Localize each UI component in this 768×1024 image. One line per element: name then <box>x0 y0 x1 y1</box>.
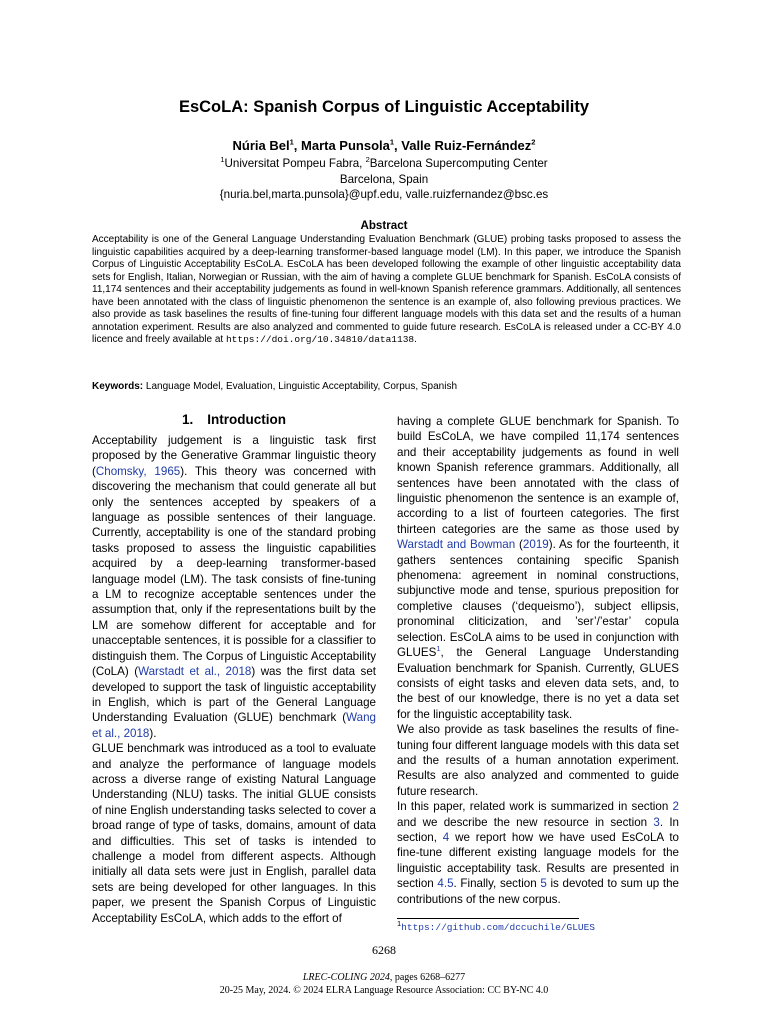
keywords-label: Keywords: <box>92 381 144 392</box>
footnote-number: 1 <box>397 918 402 928</box>
paragraph: We also provide as task baselines the results of fine-tuning four different language models with this data set and the results of a human annotation experiment. Results are also analyzed and commented to guide future research. <box>397 723 679 798</box>
affil-mark: 2 <box>365 155 370 165</box>
section-ref-link[interactable]: 5 <box>540 877 547 891</box>
keywords <box>92 381 681 392</box>
footnote <box>397 918 697 933</box>
footer-venue-line <box>0 971 768 984</box>
section-heading-introduction <box>92 412 376 427</box>
citation-link[interactable]: Wang et al., 2018 <box>92 711 376 740</box>
text: In this paper, related work is summarized in section <box>397 800 673 814</box>
text: ). <box>149 726 157 740</box>
paragraph <box>397 414 679 722</box>
author-emails: {nuria.bel,marta.punsola}@upf.edu, valle.ruizfernandez@bsc.es <box>219 188 549 201</box>
dataset-link[interactable]: https://doi.org/10.34810/data1138 <box>225 334 415 345</box>
text: Acceptability judgement is a linguistic task first proposed by the Generative Grammar linguistic theory ( <box>92 434 376 478</box>
author-name: , Valle Ruiz-Fernández <box>394 138 532 153</box>
page-range: , pages 6268–6277 <box>389 972 466 983</box>
text: is devoted to sum up the contributions of the new corpus. <box>397 877 679 906</box>
paragraph: GLUE benchmark was introduced as a tool to evaluate and analyze the performance of language models across a diverse range of existing Natural Language Understanding (NLU) tasks. The initial GLUE consists of nine English understanding tasks selected to cover a broad range of type of tasks, domains, amount of data and difficulties. This set of tasks is intended to challenge a model from different aspects. Although initially all data sets were just in English, parallel data sets are being developed for other languages. In this paper, we present the Spanish Corpus of Linguistic Acceptability EsCoLA, which adds to the effort of <box>92 742 376 925</box>
text: . In section, <box>397 815 679 844</box>
venue-name: LREC-COLING 2024 <box>302 972 390 983</box>
text: we report how we have used EsCoLA to fine-tune different existing language models for the linguistic acceptability task. Results are presented in section <box>397 830 679 891</box>
affiliation-line <box>0 156 768 172</box>
affil-mark: 1 <box>220 155 225 165</box>
footnote-mark-link[interactable]: 1 <box>436 644 441 654</box>
text: ) was the first data set developed to support the task of linguistic acceptability in English, which is part of the General Language Understanding Evaluation (GLUE) benchmark ( <box>92 665 376 725</box>
section-ref-link[interactable]: 4 <box>442 830 450 844</box>
citation-link[interactable]: Chomsky, 1965 <box>95 464 181 478</box>
affiliations <box>0 156 768 203</box>
text: and we describe the new resource in section <box>397 815 654 829</box>
footer-license-line: 20-25 May, 2024. © 2024 ELRA Language Resource Association: CC BY-NC 4.0 <box>219 985 549 996</box>
abstract-text <box>92 234 681 347</box>
section-ref-link[interactable]: 2 <box>672 800 679 814</box>
text: , the General Language Understanding Evaluation benchmark for Spanish. Currently, GLUES consists of eight tasks and eleven data sets, and, to the best of our knowledge, there is no yet a data set for the linguistic acceptability task. <box>397 646 679 721</box>
text: ). This theory was concerned with discovering the mechanism that could generate all but only the sentences accepted by speakers of a language as possible sentences of their language. Currently, acceptability is one of the standard probing tasks proposed to assess the linguistic capabilities acquired by a deep-learning transformer-based language model (LM). The task consists of fine-tuning a LM to recognize acceptable sentences under the assumption that, only if the representations built by the LM are somehow different for acceptable and for unacceptable sentences, it is possible for a classifier to distinguish them. The Corpus of Linguistic Acceptability (CoLA) ( <box>92 464 376 679</box>
text: ( <box>515 538 523 552</box>
section-title: Introduction <box>207 412 286 427</box>
affiliation-city: Barcelona, Spain <box>339 172 429 186</box>
citation-link[interactable]: Warstadt and Bowman <box>397 538 516 552</box>
keywords-list: Language Model, Evaluation, Linguistic Acceptability, Corpus, Spanish <box>143 381 458 392</box>
abstract-end: . <box>414 334 417 345</box>
paragraph <box>397 799 679 907</box>
section-ref-link[interactable]: 3 <box>653 815 660 829</box>
affiliation-bsc: Barcelona Supercomputing Center <box>369 157 548 170</box>
citation-link[interactable]: 2019 <box>522 538 549 552</box>
abstract-body: Acceptability is one of the General Language Understanding Evaluation Benchmark (GLUE) probing tasks proposed to assess the linguistic capabilities acquired by a deep-learning transformer-based language model (LM). In this paper, we introduce the Spanish Corpus of Linguistic Acceptability EsCoLA. EsCoLA has been developed following the example of other linguistic acceptability data sets for English, Italian, Norwegian or Russian, with the aim of having a complete GLUE benchmark for Spanish. EsCoLA consists of 11,174 sentences and their acceptability judgements as found in well-known Spanish reference grammars. Additionally, all sentences have been annotated with the class of linguistic phenomenon the sentence is an example of, also following previous practices. We also provide as task baselines the results of fine-tuning four different language models with this data set and the results of a human annotation experiment. Results are also analyzed and commented to guide future research. EsCoLA is released under a CC-BY 4.0 licence and freely available at <box>92 234 681 345</box>
text: ). As for the fourteenth, it gathers sentences containing specific Spanish phenomena: agreement in nominal constructions, subjunctive mode and tense, spurious preposition for completive clauses (‘dequeismo’), subject ellipsis, pronominal cliticization, and ’ser’/’estar’ copula selection. EsCoLA aims to be used in conjunction with GLUES <box>397 538 679 660</box>
text: . Finally, section <box>453 877 541 891</box>
affiliation-upf: Universitat Pompeu Fabra, <box>224 157 366 170</box>
section-ref-link[interactable]: 4.5 <box>437 877 454 891</box>
left-column <box>92 433 376 926</box>
author-name: Núria Bel <box>232 138 290 153</box>
paragraph <box>92 433 376 741</box>
author-affil-mark: 2 <box>531 137 536 147</box>
page-footer <box>0 971 768 997</box>
section-number: 1. <box>182 412 194 427</box>
paper-title: EsCoLA: Spanish Corpus of Linguistic Acceptability <box>178 98 590 116</box>
text: having a complete GLUE benchmark for Spanish. To build EsCoLA, we have compiled 11,174 sentences and their acceptability judgements as found in well known Spanish reference grammars. Additionally, all sentences have been annotated with the class of linguistic phenomenon the sentence is an example of, according to a list of fourteen categories. The first thirteen categories are the same as those used by <box>397 415 679 536</box>
abstract-heading: Abstract <box>360 219 408 232</box>
author-affil-mark: 1 <box>289 137 294 147</box>
citation-link[interactable]: Warstadt et al., 2018 <box>138 665 252 679</box>
page-number: 6268 <box>372 943 396 957</box>
author-name: , Marta Punsola <box>293 138 390 153</box>
right-column <box>397 414 679 907</box>
footnote-divider <box>397 918 579 919</box>
footnote-url-link[interactable]: https://github.com/dccuchile/GLUES <box>401 922 596 933</box>
author-affil-mark: 1 <box>389 137 395 147</box>
author-list <box>0 138 768 153</box>
